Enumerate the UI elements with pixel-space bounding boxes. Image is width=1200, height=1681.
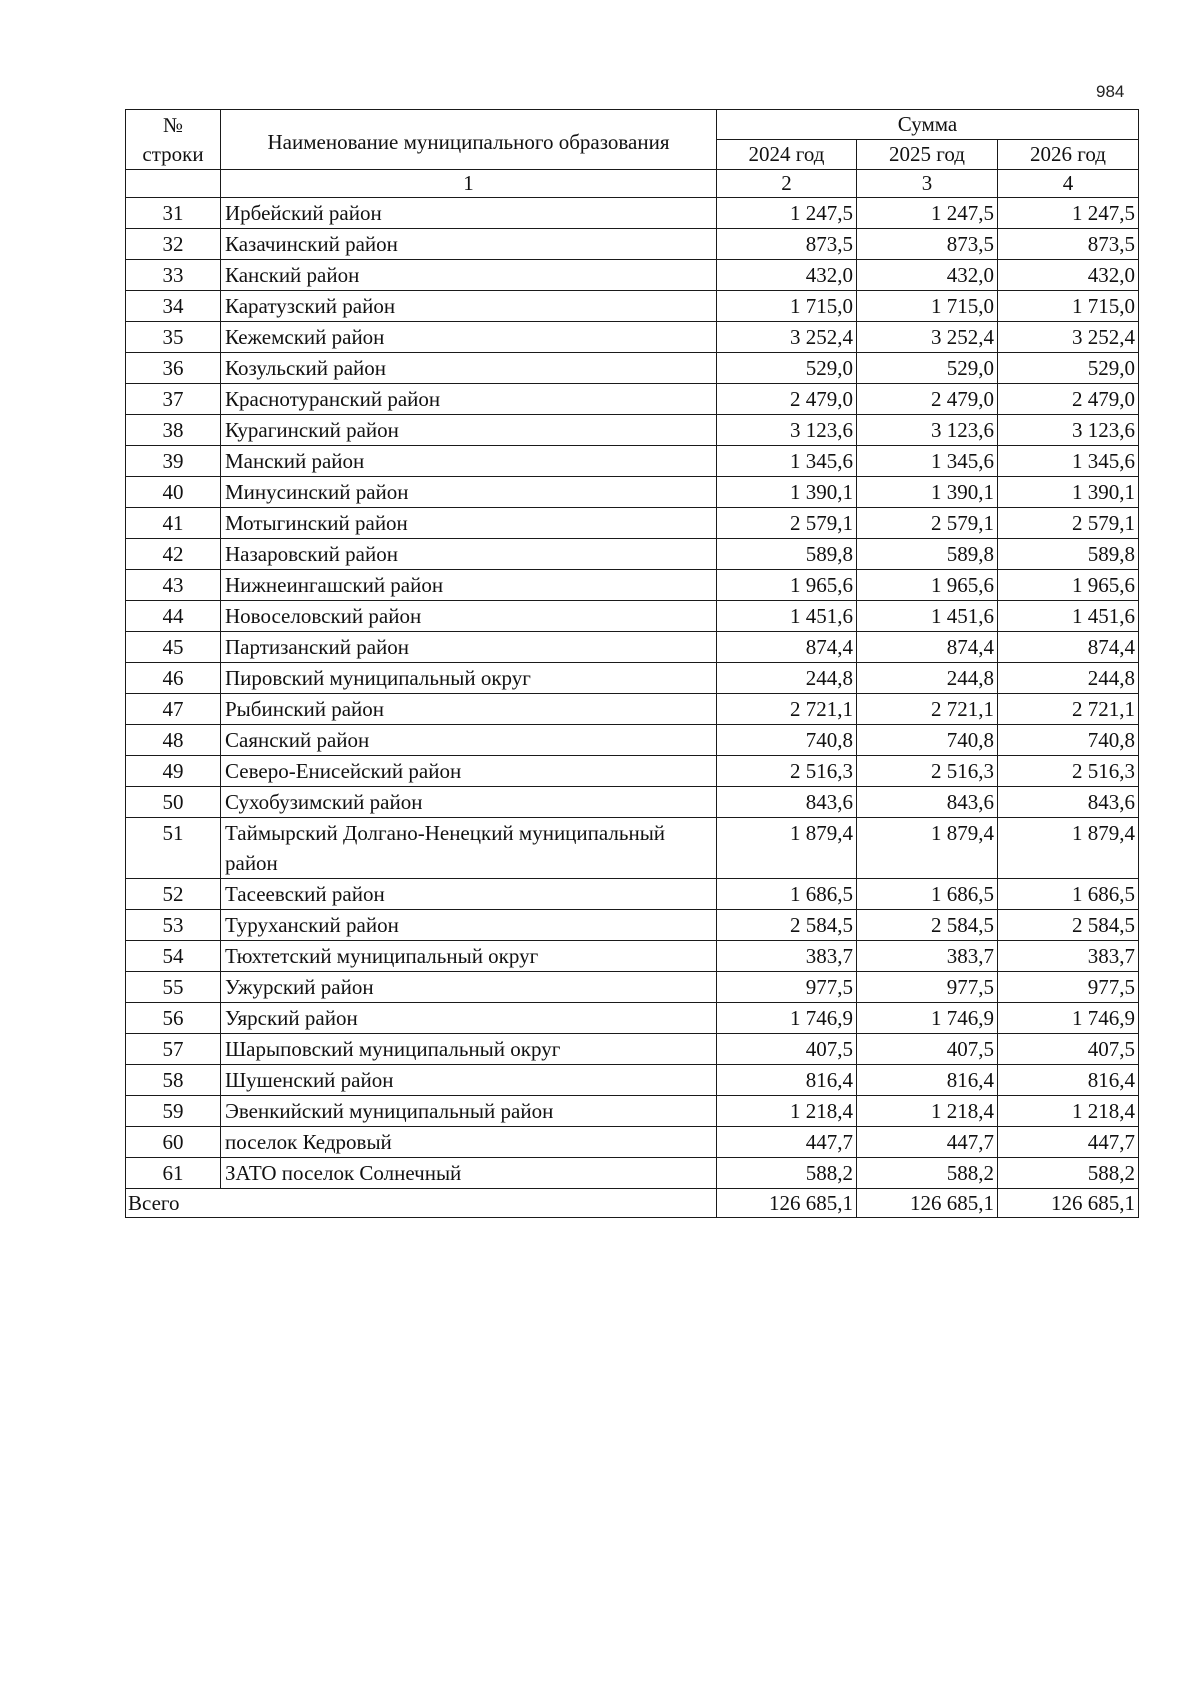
total-label: Всего	[126, 1189, 717, 1218]
value-2025: 740,8	[857, 725, 998, 756]
row-number: 56	[126, 1003, 221, 1034]
total-row	[126, 1189, 1139, 1218]
municipality-name: Назаровский район	[221, 539, 717, 570]
value-2025: 874,4	[857, 632, 998, 663]
row-number: 35	[126, 322, 221, 353]
value-2025: 843,6	[857, 787, 998, 818]
municipal-sums-table	[125, 109, 1139, 1218]
table-row	[126, 787, 1139, 818]
row-number: 52	[126, 879, 221, 910]
table-row	[126, 384, 1139, 415]
value-2025: 1 879,4	[857, 818, 998, 879]
value-2025: 1 345,6	[857, 446, 998, 477]
value-2026: 3 252,4	[998, 322, 1139, 353]
column-index: 3	[857, 170, 998, 198]
municipality-name: Ужурский район	[221, 972, 717, 1003]
table-header	[126, 110, 1139, 198]
value-2026: 1 451,6	[998, 601, 1139, 632]
value-2025: 873,5	[857, 229, 998, 260]
value-2026: 740,8	[998, 725, 1139, 756]
value-2026: 1 218,4	[998, 1096, 1139, 1127]
municipality-name: Тюхтетский муниципальный округ	[221, 941, 717, 972]
row-number: 36	[126, 353, 221, 384]
row-number: 50	[126, 787, 221, 818]
value-2026: 407,5	[998, 1034, 1139, 1065]
value-2026: 816,4	[998, 1065, 1139, 1096]
value-2024: 1 746,9	[717, 1003, 857, 1034]
total-value-2024: 126 685,1	[717, 1189, 857, 1218]
value-2025: 1 247,5	[857, 198, 998, 229]
table-row	[126, 539, 1139, 570]
municipality-name: поселок Кедровый	[221, 1127, 717, 1158]
municipality-name: Северо-Енисейский район	[221, 756, 717, 787]
value-2024: 2 516,3	[717, 756, 857, 787]
table-row	[126, 879, 1139, 910]
value-2025: 1 451,6	[857, 601, 998, 632]
table-row	[126, 941, 1139, 972]
row-number: 44	[126, 601, 221, 632]
municipality-name: Пировский муниципальный округ	[221, 663, 717, 694]
column-index: 1	[221, 170, 717, 198]
header-sum: Сумма	[717, 110, 1139, 140]
table-row	[126, 508, 1139, 539]
row-number: 47	[126, 694, 221, 725]
row-number: 48	[126, 725, 221, 756]
table-row	[126, 198, 1139, 229]
value-2025: 588,2	[857, 1158, 998, 1189]
value-2024: 447,7	[717, 1127, 857, 1158]
table-row	[126, 291, 1139, 322]
value-2026: 1 715,0	[998, 291, 1139, 322]
row-number: 59	[126, 1096, 221, 1127]
value-2025: 529,0	[857, 353, 998, 384]
column-index: 2	[717, 170, 857, 198]
value-2026: 873,5	[998, 229, 1139, 260]
value-2025: 2 479,0	[857, 384, 998, 415]
value-2024: 529,0	[717, 353, 857, 384]
row-number: 34	[126, 291, 221, 322]
value-2024: 1 218,4	[717, 1096, 857, 1127]
value-2024: 2 584,5	[717, 910, 857, 941]
municipality-name: Шарыповский муниципальный округ	[221, 1034, 717, 1065]
municipality-name: Новоселовский район	[221, 601, 717, 632]
row-number: 31	[126, 198, 221, 229]
municipality-name: Казачинский район	[221, 229, 717, 260]
value-2025: 432,0	[857, 260, 998, 291]
municipality-name: Рыбинский район	[221, 694, 717, 725]
value-2024: 432,0	[717, 260, 857, 291]
value-2025: 407,5	[857, 1034, 998, 1065]
table-row	[126, 725, 1139, 756]
value-2024: 1 390,1	[717, 477, 857, 508]
column-index-blank	[126, 170, 221, 198]
value-2026: 1 247,5	[998, 198, 1139, 229]
value-2026: 589,8	[998, 539, 1139, 570]
municipality-name: ЗАТО поселок Солнечный	[221, 1158, 717, 1189]
value-2024: 977,5	[717, 972, 857, 1003]
value-2026: 977,5	[998, 972, 1139, 1003]
value-2024: 383,7	[717, 941, 857, 972]
value-2024: 2 579,1	[717, 508, 857, 539]
municipality-name: Минусинский район	[221, 477, 717, 508]
value-2025: 3 123,6	[857, 415, 998, 446]
value-2026: 1 965,6	[998, 570, 1139, 601]
row-number: 38	[126, 415, 221, 446]
municipality-name: Манский район	[221, 446, 717, 477]
municipality-name: Саянский район	[221, 725, 717, 756]
table-row	[126, 601, 1139, 632]
table-row	[126, 818, 1139, 879]
header-year-2024: 2024 год	[717, 140, 857, 170]
header-year-2025: 2025 год	[857, 140, 998, 170]
value-2025: 2 721,1	[857, 694, 998, 725]
column-index-row	[126, 170, 1139, 198]
value-2024: 1 965,6	[717, 570, 857, 601]
value-2026: 529,0	[998, 353, 1139, 384]
value-2026: 2 479,0	[998, 384, 1139, 415]
table-row	[126, 694, 1139, 725]
value-2025: 1 746,9	[857, 1003, 998, 1034]
table-row	[126, 1034, 1139, 1065]
value-2026: 244,8	[998, 663, 1139, 694]
municipality-name: Шушенский район	[221, 1065, 717, 1096]
value-2025: 589,8	[857, 539, 998, 570]
header-municipality-name: Наименование муниципального образования	[221, 110, 717, 170]
municipality-name: Эвенкийский муниципальный район	[221, 1096, 717, 1127]
total-value-2025: 126 685,1	[857, 1189, 998, 1218]
value-2025: 2 584,5	[857, 910, 998, 941]
value-2025: 1 218,4	[857, 1096, 998, 1127]
row-number: 40	[126, 477, 221, 508]
value-2024: 843,6	[717, 787, 857, 818]
municipality-name: Козульский район	[221, 353, 717, 384]
table-row	[126, 1003, 1139, 1034]
column-index: 4	[998, 170, 1139, 198]
table-row	[126, 972, 1139, 1003]
row-number: 46	[126, 663, 221, 694]
header-year-2026: 2026 год	[998, 140, 1139, 170]
table-row	[126, 415, 1139, 446]
table-row	[126, 570, 1139, 601]
value-2024: 816,4	[717, 1065, 857, 1096]
row-number: 60	[126, 1127, 221, 1158]
row-number: 61	[126, 1158, 221, 1189]
table-row	[126, 1065, 1139, 1096]
value-2025: 816,4	[857, 1065, 998, 1096]
row-number: 51	[126, 818, 221, 879]
municipality-name: Мотыгинский район	[221, 508, 717, 539]
value-2024: 873,5	[717, 229, 857, 260]
value-2024: 2 721,1	[717, 694, 857, 725]
value-2026: 2 721,1	[998, 694, 1139, 725]
row-number: 43	[126, 570, 221, 601]
value-2026: 432,0	[998, 260, 1139, 291]
value-2026: 1 345,6	[998, 446, 1139, 477]
municipality-name: Тасеевский район	[221, 879, 717, 910]
municipality-name: Каратузский район	[221, 291, 717, 322]
municipality-name: Уярский район	[221, 1003, 717, 1034]
table-row	[126, 477, 1139, 508]
municipality-name: Кежемский район	[221, 322, 717, 353]
municipality-name: Таймырский Долгано-Ненецкий муниципальный район	[221, 818, 717, 879]
value-2025: 1 715,0	[857, 291, 998, 322]
value-2026: 3 123,6	[998, 415, 1139, 446]
table-row	[126, 260, 1139, 291]
table-row	[126, 756, 1139, 787]
value-2026: 1 390,1	[998, 477, 1139, 508]
header-row-number: № строки	[126, 110, 221, 170]
table-row	[126, 1096, 1139, 1127]
value-2024: 244,8	[717, 663, 857, 694]
value-2024: 1 451,6	[717, 601, 857, 632]
value-2024: 1 879,4	[717, 818, 857, 879]
value-2026: 2 579,1	[998, 508, 1139, 539]
municipality-name: Партизанский район	[221, 632, 717, 663]
value-2024: 1 686,5	[717, 879, 857, 910]
table-row	[126, 910, 1139, 941]
value-2026: 383,7	[998, 941, 1139, 972]
total-value-2026: 126 685,1	[998, 1189, 1139, 1218]
row-number: 39	[126, 446, 221, 477]
value-2024: 407,5	[717, 1034, 857, 1065]
value-2026: 874,4	[998, 632, 1139, 663]
value-2026: 1 746,9	[998, 1003, 1139, 1034]
municipality-name: Курагинский район	[221, 415, 717, 446]
value-2024: 3 252,4	[717, 322, 857, 353]
municipality-name: Канский район	[221, 260, 717, 291]
table-row	[126, 446, 1139, 477]
table-body	[126, 198, 1139, 1189]
page-number: 984	[1096, 82, 1125, 101]
value-2025: 2 516,3	[857, 756, 998, 787]
value-2025: 447,7	[857, 1127, 998, 1158]
value-2024: 588,2	[717, 1158, 857, 1189]
municipality-name: Туруханский район	[221, 910, 717, 941]
table-row	[126, 229, 1139, 260]
value-2026: 843,6	[998, 787, 1139, 818]
value-2024: 3 123,6	[717, 415, 857, 446]
row-number: 54	[126, 941, 221, 972]
table-row	[126, 1158, 1139, 1189]
value-2025: 977,5	[857, 972, 998, 1003]
value-2025: 1 686,5	[857, 879, 998, 910]
row-number: 45	[126, 632, 221, 663]
municipality-name: Краснотуранский район	[221, 384, 717, 415]
value-2024: 2 479,0	[717, 384, 857, 415]
municipality-name: Ирбейский район	[221, 198, 717, 229]
value-2024: 1 247,5	[717, 198, 857, 229]
value-2026: 2 516,3	[998, 756, 1139, 787]
row-number: 49	[126, 756, 221, 787]
municipality-name: Нижнеингашский район	[221, 570, 717, 601]
value-2025: 244,8	[857, 663, 998, 694]
row-number: 33	[126, 260, 221, 291]
value-2025: 383,7	[857, 941, 998, 972]
value-2024: 874,4	[717, 632, 857, 663]
value-2026: 1 686,5	[998, 879, 1139, 910]
row-number: 53	[126, 910, 221, 941]
table-row	[126, 353, 1139, 384]
table-row	[126, 632, 1139, 663]
value-2025: 1 965,6	[857, 570, 998, 601]
value-2025: 1 390,1	[857, 477, 998, 508]
value-2026: 447,7	[998, 1127, 1139, 1158]
row-number: 37	[126, 384, 221, 415]
row-number: 58	[126, 1065, 221, 1096]
value-2026: 588,2	[998, 1158, 1139, 1189]
value-2026: 2 584,5	[998, 910, 1139, 941]
row-number: 55	[126, 972, 221, 1003]
row-number: 32	[126, 229, 221, 260]
value-2024: 1 715,0	[717, 291, 857, 322]
row-number: 42	[126, 539, 221, 570]
value-2025: 2 579,1	[857, 508, 998, 539]
table-row	[126, 322, 1139, 353]
value-2024: 1 345,6	[717, 446, 857, 477]
table-row	[126, 663, 1139, 694]
value-2024: 589,8	[717, 539, 857, 570]
row-number: 41	[126, 508, 221, 539]
row-number: 57	[126, 1034, 221, 1065]
value-2026: 1 879,4	[998, 818, 1139, 879]
municipality-name: Сухобузимский район	[221, 787, 717, 818]
value-2024: 740,8	[717, 725, 857, 756]
value-2025: 3 252,4	[857, 322, 998, 353]
table-row	[126, 1127, 1139, 1158]
